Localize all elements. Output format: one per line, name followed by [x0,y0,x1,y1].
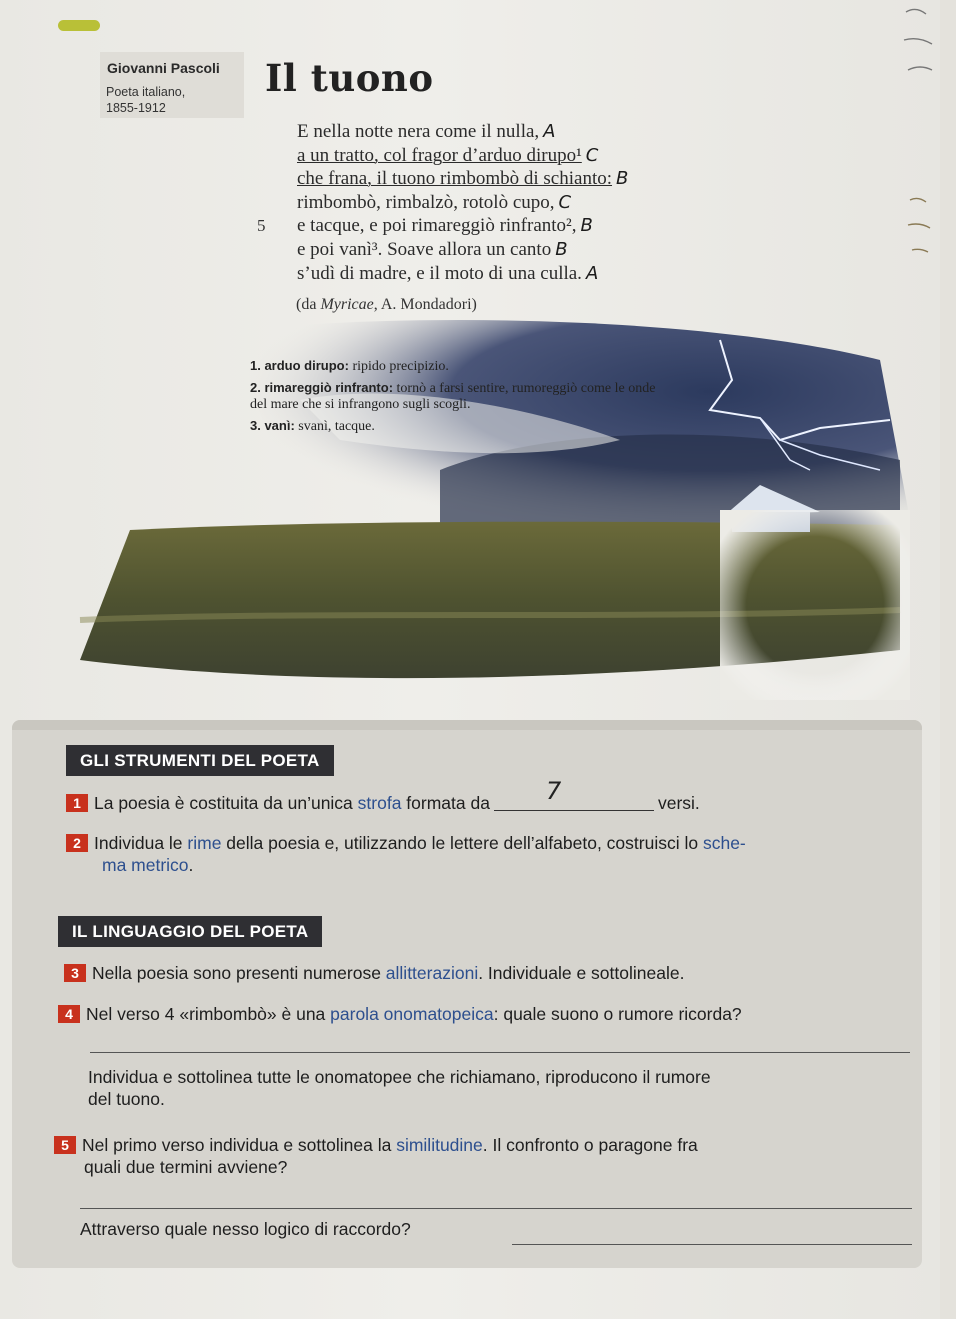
footnote: 3. vanì: svanì, tacque. [250,418,375,434]
exercise-number: 1 [66,794,88,812]
handwritten-answer: 7 [545,777,562,805]
exercise-2: 2 Individua le rime della poesia e, utilizzando le lettere dell’alfabeto, costruisci lo sche- ma metrico. [66,832,916,876]
verse: rimbombò, rimbalzò, rotolò cupo, C [297,191,572,213]
footnotes [250,358,670,440]
handwritten-rhyme-mark: A [585,262,599,284]
section-heading-linguaggio: IL LINGUAGGIO DEL POETA [58,916,322,947]
section-heading-strumenti: GLI STRUMENTI DEL POETA [66,745,334,776]
verse: s’udì di madre, e il moto di una culla. A [297,262,599,284]
poem-text [257,120,629,285]
exercise-number: 5 [54,1136,76,1154]
exercise-5-question-2: Attraverso quale nesso logico di raccordo? [80,1219,411,1239]
author-role: Poeta italiano, [106,85,186,99]
exercise-number: 4 [58,1005,80,1023]
verse: e poi vanì³. Soave allora un canto B [297,238,568,260]
handwritten-rhyme-mark: C [558,191,572,213]
answer-line[interactable] [512,1244,912,1245]
exercise-4-sub: Individua e sottolinea tutte le onomatopee che richiamano, riproducono il rumore del tuono. [88,1067,711,1109]
handwritten-rhyme-mark: B [555,238,568,260]
answer-line[interactable] [90,1052,910,1053]
verse: 5 e tacque, e poi rimareggiò rinfranto², B [257,215,593,237]
verse-number: 5 [257,216,266,236]
handwritten-rhyme-mark: B [616,168,629,190]
exercise-4: 4 Nel verso 4 «rimbombò» è una parola onomatopeica: quale suono o rumore ricorda? [58,1003,742,1025]
exercise-number: 2 [66,834,88,852]
handwritten-rhyme-mark: A [543,121,556,142]
answer-line[interactable] [80,1208,912,1209]
exercise-3: 3 Nella poesia sono presenti numerose allitterazioni. Individuale e sottolineale. [64,962,684,984]
footnote: 1. arduo dirupo: ripido precipizio. [250,358,449,374]
answer-blank[interactable] [494,777,654,811]
poem-source: (da Myricae, A. Mondadori) [296,296,477,313]
exercise-number: 3 [64,964,86,982]
handwritten-rhyme-mark: B [580,215,593,237]
exercise-1: 1 La poesia è costituita da un’unica strofa formata da 7 versi. [66,792,700,814]
author-info [106,84,185,116]
exercise-5: 5 Nel primo verso individua e sottolinea la similitudine. Il confronto o paragone fra quali due termini avviene? [54,1134,924,1178]
verse: a un tratto, col fragor d’arduo dirupo¹ C [297,144,599,166]
poem-title: Il tuono [265,56,434,100]
author-years: 1855-1912 [106,101,166,115]
margin-handwriting [900,0,940,300]
footnote: 2. rimareggiò rinfranto: tornò a farsi sentire, rumoreggiò come le onde del mare che si infrangono sugli scogli. [250,380,656,412]
author-name: Giovanni Pascoli [107,60,220,76]
handwritten-rhyme-mark: C [585,144,599,166]
color-tab [58,20,100,31]
verse: E nella notte nera come il nulla, A [297,121,556,142]
verse: che frana, il tuono rimbombò di schianto: B [297,168,629,190]
